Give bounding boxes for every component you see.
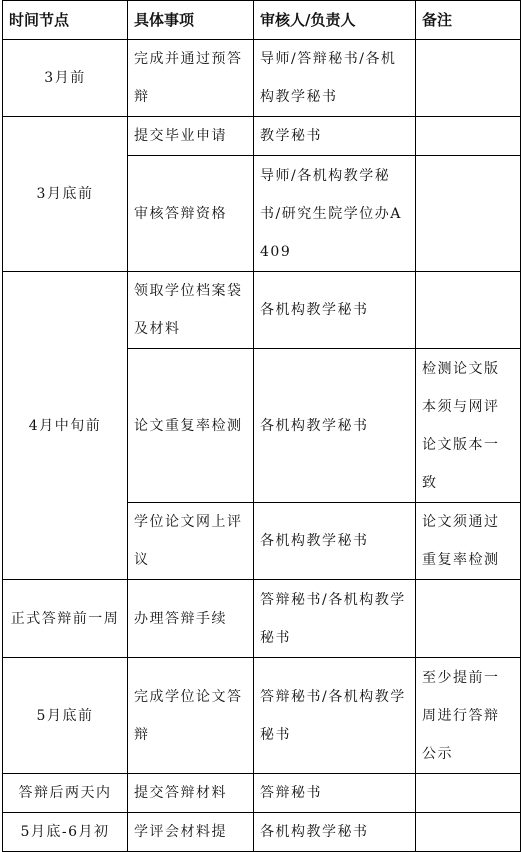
- time-cell: 5月底-6月初: [3, 813, 128, 852]
- item-cell: 审核答辩资格: [128, 156, 254, 272]
- item-cell: 提交答辩材料: [128, 774, 254, 813]
- header-owner: 审核人/负责人: [254, 1, 416, 40]
- item-cell: 提交毕业申请: [128, 117, 254, 156]
- owner-cell: 各机构教学秘书: [254, 813, 416, 852]
- time-cell: 正式答辩前一周: [3, 580, 128, 658]
- note-cell: [416, 40, 521, 117]
- item-cell: 完成学位论文答辩: [128, 658, 254, 774]
- item-cell: 领取学位档案袋及材料: [128, 272, 254, 349]
- owner-cell: 导师/各机构教学秘书/研究生院学位办A409: [254, 156, 416, 272]
- owner-cell: 各机构教学秘书: [254, 503, 416, 580]
- time-cell: 5月底前: [3, 658, 128, 774]
- item-cell: 学位论文网上评议: [128, 503, 254, 580]
- schedule-table: [2, 0, 521, 852]
- table-row: [3, 40, 521, 117]
- header-row: [3, 1, 521, 40]
- table-row: [3, 580, 521, 658]
- time-cell: 3月底前: [3, 117, 128, 272]
- owner-cell: 答辩秘书/各机构教学秘书: [254, 580, 416, 658]
- owner-cell: 各机构教学秘书: [254, 349, 416, 503]
- note-cell: [416, 156, 521, 272]
- header-note: 备注: [416, 1, 521, 40]
- item-cell: 论文重复率检测: [128, 349, 254, 503]
- header-item: 具体事项: [128, 1, 254, 40]
- item-cell: 完成并通过预答辩: [128, 40, 254, 117]
- note-cell: [416, 580, 521, 658]
- item-cell: 办理答辩手续: [128, 580, 254, 658]
- item-cell: 学评会材料提: [128, 813, 254, 852]
- table-row: [3, 774, 521, 813]
- table-row: [3, 658, 521, 774]
- table-row: [3, 272, 521, 349]
- note-cell: [416, 774, 521, 813]
- owner-cell: 答辩秘书: [254, 774, 416, 813]
- time-cell: 4月中旬前: [3, 272, 128, 580]
- owner-cell: 各机构教学秘书: [254, 272, 416, 349]
- note-cell: [416, 813, 521, 852]
- note-cell: 检测论文版本须与网评论文版本一致: [416, 349, 521, 503]
- time-cell: 3月前: [3, 40, 128, 117]
- note-cell: [416, 117, 521, 156]
- table-row: [3, 117, 521, 156]
- header-time: 时间节点: [3, 1, 128, 40]
- time-cell: 答辩后两天内: [3, 774, 128, 813]
- table-row: [3, 813, 521, 852]
- owner-cell: 导师/答辩秘书/各机构教学秘书: [254, 40, 416, 117]
- owner-cell: 答辩秘书/各机构教学秘书: [254, 658, 416, 774]
- owner-cell: 教学秘书: [254, 117, 416, 156]
- note-cell: 论文须通过重复率检测: [416, 503, 521, 580]
- note-cell: 至少提前一周进行答辩公示: [416, 658, 521, 774]
- note-cell: [416, 272, 521, 349]
